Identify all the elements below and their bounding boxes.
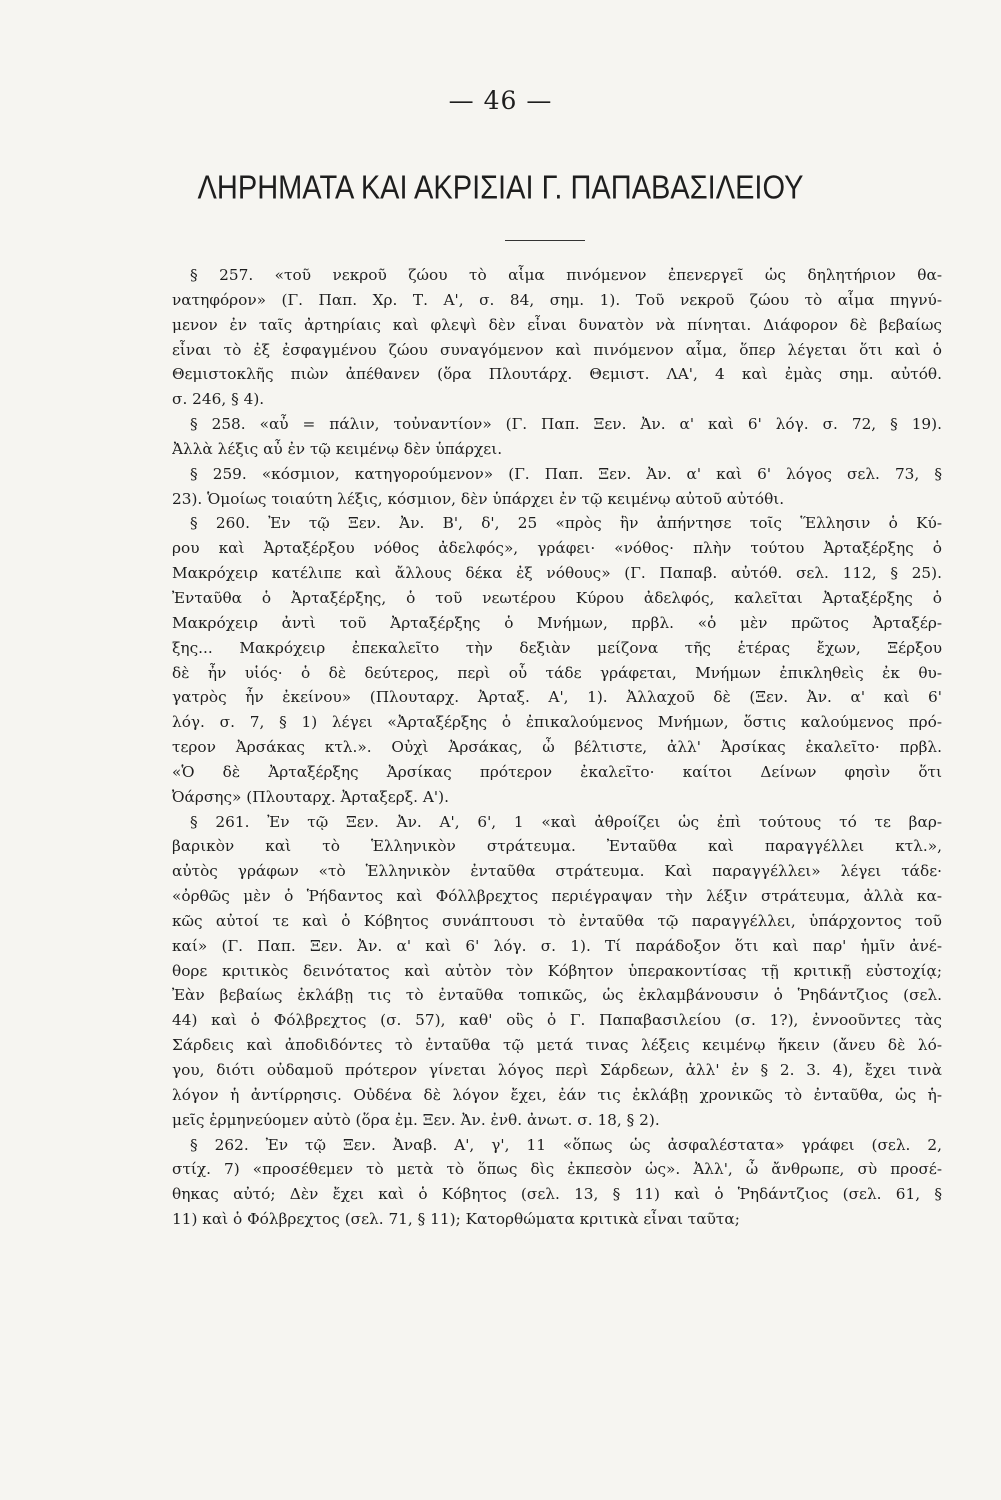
text-line: Ἐνταῦθα ὁ Ἀρταξέρξης, ὁ τοῦ νεωτέρου Κύρου ἀδελφός, καλεῖται Ἀρταξέρξης ὁ	[172, 588, 942, 607]
text-line: θηκας αὐτό; Δὲν ἔχει καὶ ὁ Κόβητος (σελ. 13, § 11) καὶ ὁ Ῥηδάντζιος (σελ. 61, §	[172, 1185, 942, 1204]
text-line: δὲ ἦν υἱός· ὁ δὲ δεύτερος, περὶ οὗ τάδε γράφεται, Μνήμων ἐπικληθεὶς ἐκ θυ-	[172, 663, 942, 682]
text-line: 23). Ὁμοίως τοιαύτη λέξις, κόσμιον, δὲν ὑπάρχει ἐν τῷ κειμένῳ αὐτοῦ αὐτόθι.	[172, 489, 785, 508]
text-line: θορε κριτικὸς δεινότατος καὶ αὐτὸν τὸν Κόβητον ὑπερακοντίσας τῇ κριτικῇ εὐστοχίᾳ;	[172, 961, 942, 980]
text-line: νατηφόρον» (Γ. Παπ. Χρ. Τ. Α', σ. 84, σημ. 1). Τοῦ νεκροῦ ζώου τὸ αἷμα πηγνύ-	[172, 290, 942, 309]
text-line: § 259. «κόσμιον, κατηγορούμενον» (Γ. Παπ. Ξεν. Ἀν. α' καὶ 6' λόγος σελ. 73, §	[190, 464, 942, 483]
text-line: Θεμιστοκλῆς πιὼν ἀπέθανεν (ὅρα Πλουτάρχ. Θεμιστ. ΛΑ', 4 καὶ ἐμὰς σημ. αὐτόθ.	[172, 365, 942, 384]
text-line: 44) καὶ ὁ Φόλβρεχτος (σ. 57), καθ' οὓς ὁ Γ. Παπαβασιλείου (σ. 1?), ἐννοοῦντες τὰς	[172, 1011, 942, 1030]
text-line: 11) καὶ ὁ Φόλβρεχτος (σελ. 71, § 11); Κατορθώματα κριτικὰ εἶναι ταῦτα;	[172, 1210, 740, 1229]
text-line: μενον ἐν ταῖς ἀρτηρίαις καὶ φλεψὶ δὲν εἶναι δυνατὸν νὰ πίνηται. Διάφορον δὲ βεβαίως	[172, 315, 942, 334]
text-line: § 262. Ἐν τῷ Ξεν. Ἀναβ. Α', γ', 11 «ὅπως ὡς ἀσφαλέστατα» γράφει (σελ. 2,	[190, 1135, 942, 1154]
text-line: Σάρδεις καὶ ἀποδιδόντες τὸ ἐνταῦθα τῷ μετά τινας λέξεις κειμένῳ ἥκειν (ἄνευ δὲ λό-	[172, 1036, 942, 1055]
page-title: ΛΗΡΗΜΑΤΑ ΚΑΙ ΑΚΡΙΣΙΑΙ Γ. ΠΑΠΑΒΑΣΙΛΕΙΟΥ	[197, 169, 804, 207]
text-line: καί» (Γ. Παπ. Ξεν. Ἀν. α' καὶ 6' λόγ. σ. 1). Τί παράδοξον ὅτι καὶ παρ' ἡμῖν ἀνέ-	[172, 936, 942, 955]
text-line: σ. 246, § 4).	[172, 390, 265, 409]
text-line: § 260. Ἐν τῷ Ξεν. Ἀν. Β', δ', 25 «πρὸς ἣν ἀπήντησε τοῖς Ἕλλησιν ὁ Κύ-	[190, 514, 942, 533]
text-line: Ἀλλὰ λέξις αὖ ἐν τῷ κειμένῳ δὲν ὑπάρχει.	[172, 439, 503, 458]
text-line: εἶναι τὸ ἐξ ἐσφαγμένου ζώου συναγόμενον καὶ πινόμενον αἷμα, ὅπερ λέγεται ὅτι καὶ ὁ	[172, 340, 942, 359]
text-line: κῶς αὐτοί τε καὶ ὁ Κόβητος συνάπτουσι τὸ ἐνταῦθα τῷ παραγγέλλει, ὑπάρχοντος τοῦ	[172, 911, 942, 930]
title-divider	[505, 240, 585, 241]
text-line: γου, διότι οὐδαμοῦ πρότερον γίνεται λόγος περὶ Σάρδεων, ἀλλ' ἐν § 2. 3. 4), ἔχει τινὰ	[172, 1061, 942, 1079]
text-line: τερον Ἀρσάκας κτλ.». Οὐχὶ Ἀρσάκας, ὦ βέλτιστε, ἀλλ' Ἀρσίκας ἐκαλεῖτο· πρβλ.	[172, 738, 942, 757]
body-text	[172, 263, 942, 1232]
text-line: Ἐὰν βεβαίως ἐκλάβῃ τις τὸ ἐνταῦθα τοπικῶς, ὡς ἐκλαμβάνουσιν ὁ Ῥηδάντζιος (σελ.	[172, 986, 942, 1005]
text-line: γατρὸς ἦν ἐκείνου» (Πλουταρχ. Ἀρταξ. Α', 1). Ἀλλαχοῦ δὲ (Ξεν. Ἀν. α' καὶ 6'	[172, 688, 942, 707]
page-number: — 46 —	[448, 86, 553, 115]
text-line: μεῖς ἑρμηνεύομεν αὐτὸ (ὅρα ἐμ. Ξεν. Ἀν. ἐνθ. ἀνωτ. σ. 18, § 2).	[172, 1110, 660, 1129]
text-line: «ὀρθῶς μὲν ὁ Ῥήδαντος καὶ Φόλλβρεχτος περιέγραψαν τὴν λέξιν στράτευμα, ἀλλὰ κα-	[172, 887, 942, 906]
text-line: § 257. «τοῦ νεκροῦ ζώου τὸ αἷμα πινόμενον ἐπενεργεῖ ὡς δηλητήριον θα-	[190, 266, 942, 284]
text-line: § 261. Ἐν τῷ Ξεν. Ἀν. Α', 6', 1 «καὶ ἀθροίζει ὡς ἐπὶ τούτους τό τε βαρ-	[190, 812, 942, 831]
text-line: Μακρόχειρ ἀντὶ τοῦ Ἀρταξέρξης ὁ Μνήμων, πρβλ. «ὁ μὲν πρῶτος Ἀρταξέρ-	[172, 613, 942, 632]
text-line: αὐτὸς γράφων «τὸ Ἑλληνικὸν ἐνταῦθα στράτευμα. Καὶ παραγγέλλει» λέγει τάδε·	[172, 862, 942, 881]
text-line: Ὀάρσης» (Πλουταρχ. Ἀρταξερξ. Α').	[172, 787, 449, 806]
text-line: «Ὁ δὲ Ἀρταξέρξης Ἀρσίκας πρότερον ἐκαλεῖτο· καίτοι Δείνων φησὶν ὅτι	[172, 762, 942, 781]
text-line: βαρικὸν καὶ τὸ Ἑλληνικὸν στράτευμα. Ἐνταῦθα καὶ παραγγέλλει κτλ.»,	[172, 837, 942, 856]
text-line: λόγον ἡ ἀντίρρησις. Οὐδένα δὲ λόγον ἔχει, ἐάν τις ἐκλάβῃ χρονικῶς τὸ ἐνταῦθα, ὡς ἡ-	[172, 1085, 942, 1104]
text-line: ρου καὶ Ἀρταξέρξου νόθος ἀδελφός», γράφει· «νόθος· πλὴν τούτου Ἀρταξέρξης ὁ	[172, 539, 942, 558]
text-line: Μακρόχειρ κατέλιπε καὶ ἄλλους δέκα ἐξ νόθους» (Γ. Παπαβ. αὐτόθ. σελ. 112, § 25).	[172, 564, 942, 583]
text-line: στίχ. 7) «προσέθεμεν τὸ μετὰ τὸ ὅπως δὶς ἐκπεσὸν ὡς». Ἀλλ', ὦ ἄνθρωπε, σὺ προσέ-	[172, 1160, 942, 1179]
text-line: ξης... Μακρόχειρ ἐπεκαλεῖτο τὴν δεξιὰν μείζονα τῆς ἑτέρας ἔχων, Ξέρξου	[172, 638, 942, 657]
text-line: § 258. «αὖ = πάλιν, τοὐναντίον» (Γ. Παπ. Ξεν. Ἀν. α' καὶ 6' λόγ. σ. 72, § 19).	[190, 415, 942, 434]
text-line: λόγ. σ. 7, § 1) λέγει «Ἀρταξέρξης ὁ ἐπικαλούμενος Μνήμων, ὅστις καλούμενος πρό-	[172, 713, 942, 732]
